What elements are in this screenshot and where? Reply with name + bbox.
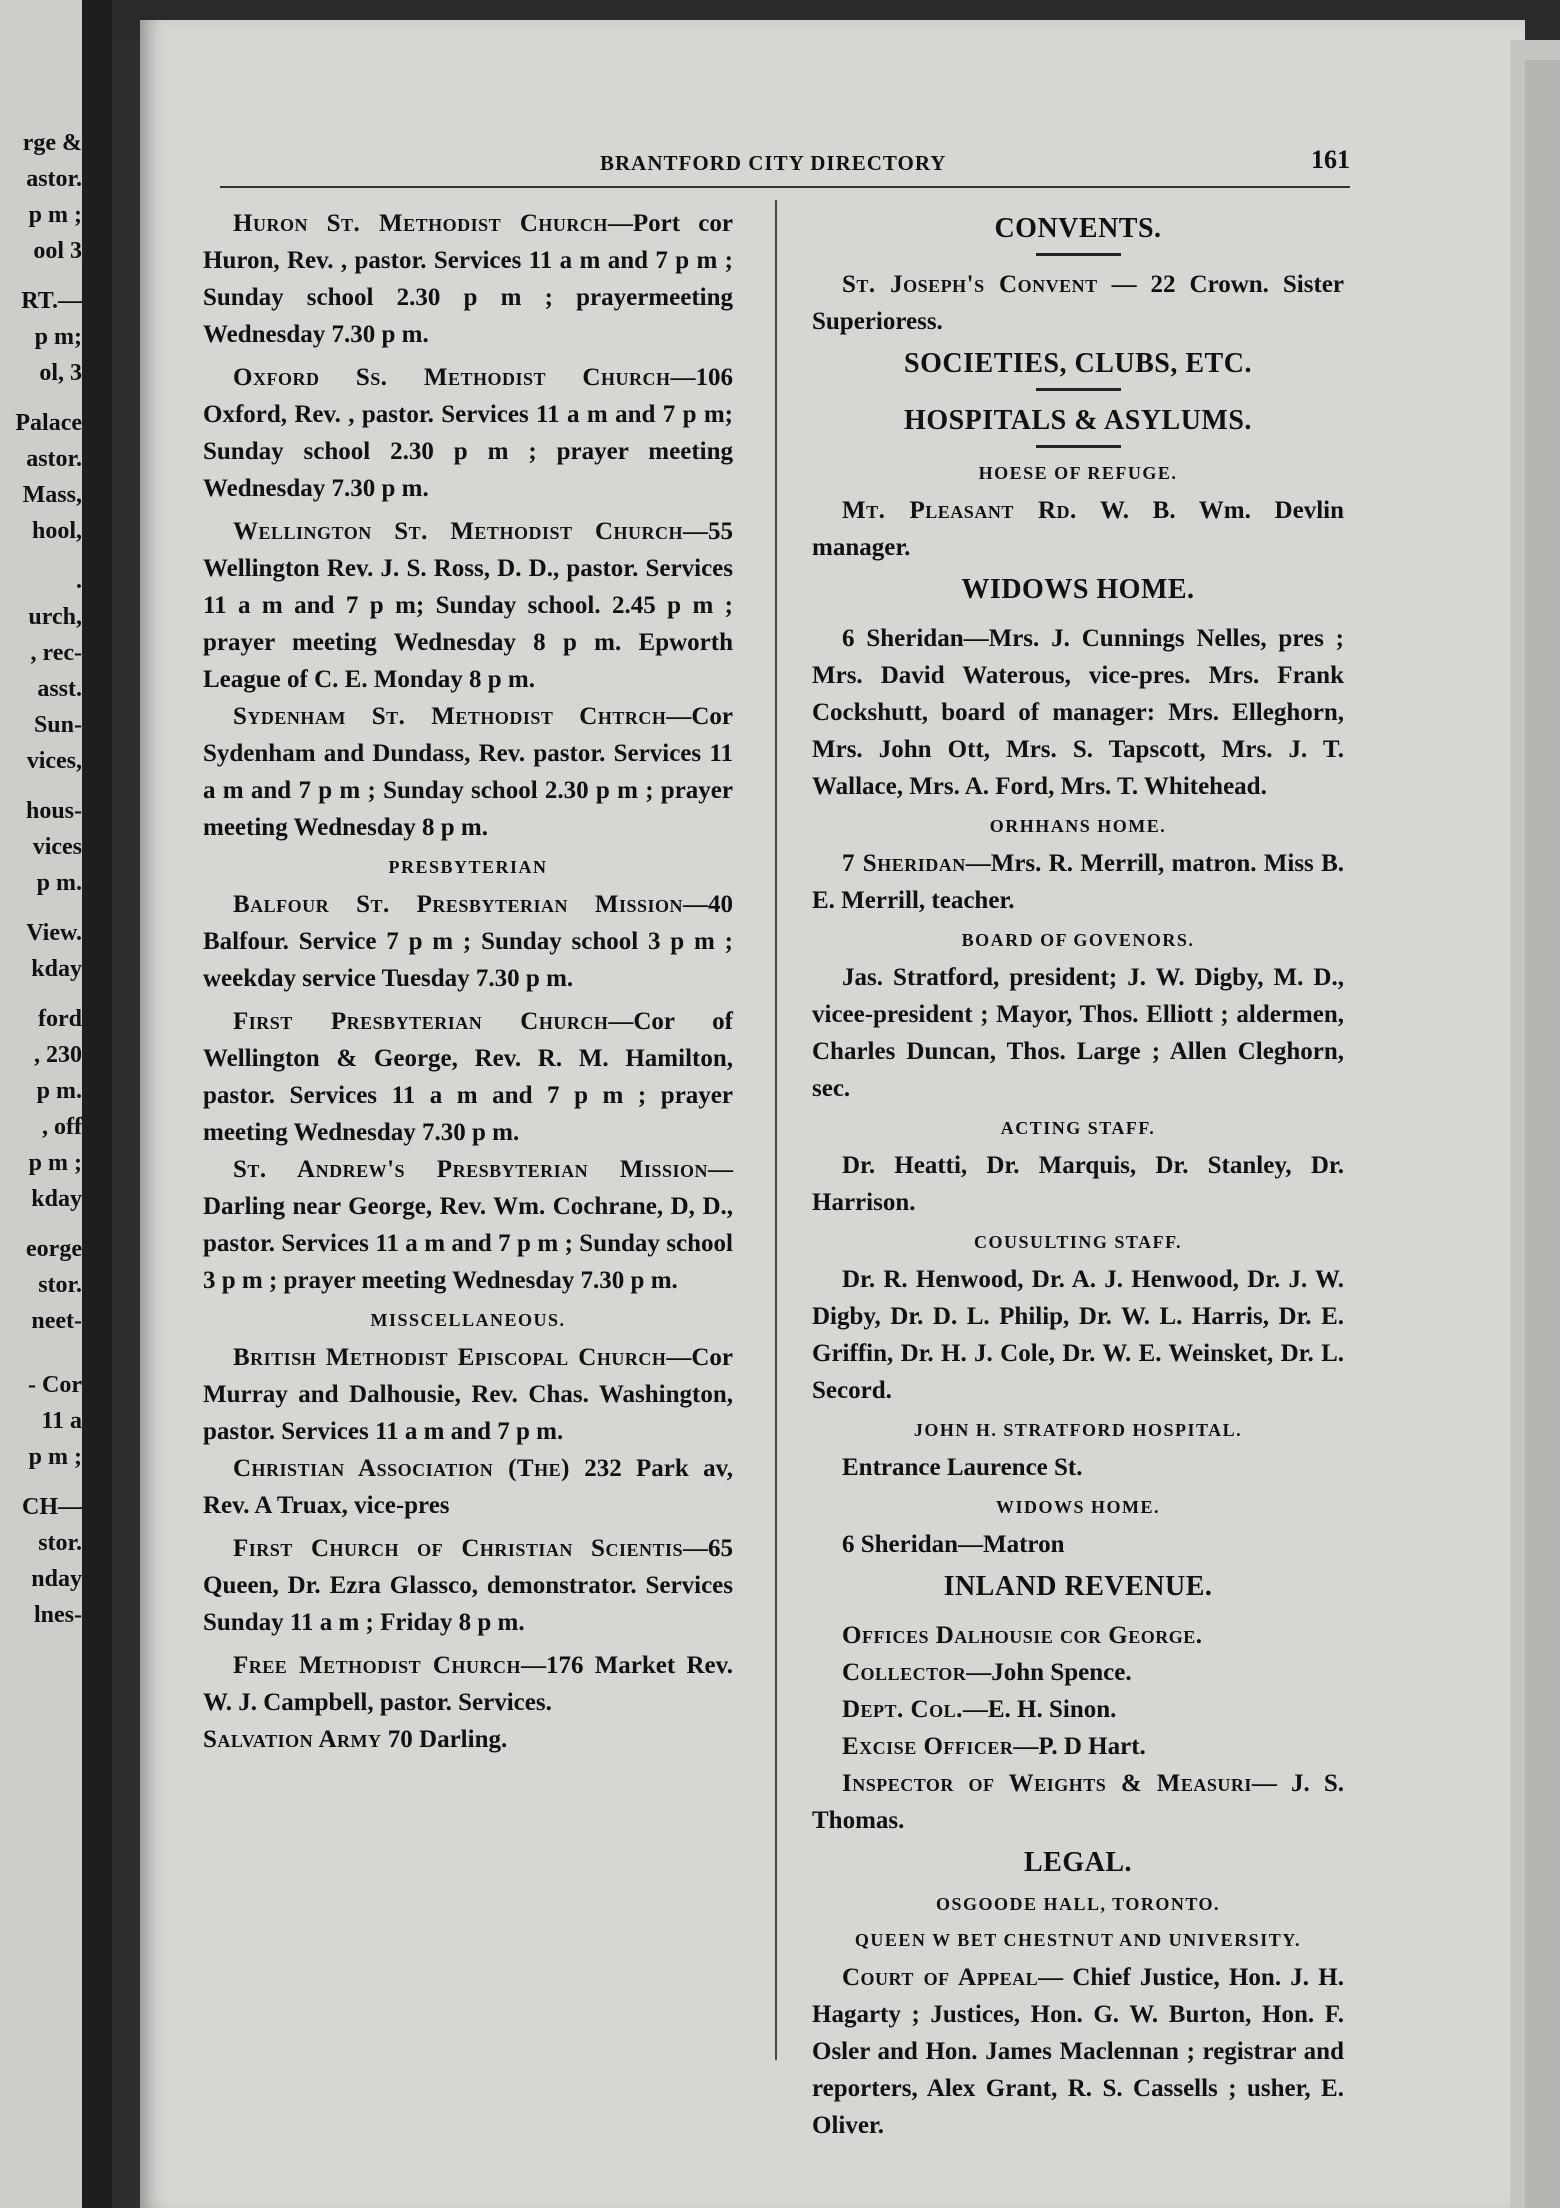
entry-name: Dept. Col. bbox=[842, 1696, 963, 1723]
entry-name: St. Andrew's Presbyterian Mission bbox=[233, 1156, 708, 1183]
church-entry bbox=[203, 1721, 733, 1758]
church-entry bbox=[203, 886, 733, 997]
facing-page-fragment: p m. bbox=[36, 1078, 82, 1104]
right-column bbox=[812, 205, 1344, 2144]
directory-entry bbox=[812, 1728, 1344, 1765]
facing-page-fragment: Sun- bbox=[33, 712, 82, 738]
entry-name: British Methodist Episcopal Church bbox=[233, 1344, 667, 1371]
entry-text: — 22 Crown. Sister Superioress. bbox=[812, 271, 1344, 335]
facing-page-fragment: eorge bbox=[26, 1236, 82, 1262]
facing-page-fragment: View. bbox=[26, 920, 82, 946]
facing-page-fragment: hool, bbox=[31, 518, 82, 544]
subheading-board-of-governors: BOARD OF GOVENORS. bbox=[961, 930, 1195, 950]
facing-page-fragment: Mass, bbox=[22, 482, 82, 508]
directory-entry bbox=[812, 1617, 1344, 1654]
directory-entry: Dr. Heatti, Dr. Marquis, Dr. Stanley, Dr. Harrison. bbox=[812, 1152, 1344, 1216]
facing-page-fragment: CH— bbox=[22, 1494, 82, 1520]
entry-name: Inspector of Weights & Measuri bbox=[842, 1770, 1252, 1797]
entry-text: —55 Wellington Rev. J. S. Ross, D. D., pastor. Services 11 a m and 7 p m; Sunday school. 2.45 p m ; prayer meeting Wednesday 8 p m. Epworth League of C. E. Monday 8 p m. bbox=[203, 518, 733, 693]
facing-page-fragment: , rec- bbox=[30, 640, 82, 666]
entry-text: —E. H. Sinon. bbox=[962, 1696, 1117, 1723]
facing-page-fragment: RT.— bbox=[21, 288, 82, 314]
section-heading-convents: CONVENTS. bbox=[994, 213, 1162, 244]
church-entry bbox=[203, 698, 733, 846]
entry-text: —Mrs. R. Merrill, matron. Miss B. E. Merrill, teacher. bbox=[812, 850, 1344, 914]
entry-name: Offices Dalhousie cor George. bbox=[842, 1622, 1203, 1649]
section-heading-legal: LEGAL. bbox=[1023, 1847, 1133, 1878]
facing-page-fragment: nday bbox=[31, 1566, 82, 1592]
section-heading-miscellaneous: MISSCELLANEOUS. bbox=[370, 1310, 566, 1330]
entry-text: —Darling near George, Rev. Wm. Cochrane, D, D., pastor. Services 11 a m and 7 p m ; Sunday school 3 p m ; prayer meeting Wednesday 7.30 p m. bbox=[203, 1156, 733, 1294]
section-heading-hospitals: HOSPITALS & ASYLUMS. bbox=[904, 405, 1252, 436]
section-heading-widows-home: WIDOWS HOME. bbox=[961, 574, 1195, 605]
entry-text: — J. S. Thomas. bbox=[812, 1770, 1344, 1834]
entry-text: 232 Park av, Rev. A Truax, vice-pres bbox=[203, 1455, 733, 1519]
entry-name: Free Methodist Church bbox=[233, 1652, 521, 1679]
directory-entry: Entrance Laurence St. bbox=[842, 1454, 1083, 1481]
subheading-osgoode-hall: OSGOODE HALL, TORONTO. bbox=[935, 1894, 1221, 1914]
facing-page-fragment: astor. bbox=[26, 166, 82, 192]
facing-page-fragment: 11 a bbox=[41, 1408, 82, 1434]
subheading-queen-w: QUEEN W BET CHESTNUT AND UNIVERSITY. bbox=[854, 1930, 1302, 1950]
facing-page-fragment: Palace bbox=[15, 410, 82, 436]
directory-entry: 6 Sheridan—Matron bbox=[842, 1531, 1065, 1558]
entry-text: —65 Queen, Dr. Ezra Glassco, demonstrator. Services Sunday 11 a m ; Friday 8 p m. bbox=[203, 1535, 733, 1636]
entry-name: Oxford Ss. Methodist Church bbox=[233, 364, 671, 391]
entry-text: —40 Balfour. Service 7 p m ; Sunday school 3 p m ; weekday service Tuesday 7.30 p m. bbox=[203, 891, 733, 992]
directory-entry bbox=[812, 266, 1344, 340]
facing-page-fragment: asst. bbox=[37, 676, 82, 702]
entry-name: 7 Sheridan bbox=[842, 850, 966, 877]
facing-page-fragment: vices bbox=[32, 834, 82, 860]
facing-page-fragment: p m; bbox=[34, 324, 82, 350]
entry-name: First Presbyterian Church bbox=[233, 1008, 609, 1035]
header-rule bbox=[220, 186, 1350, 188]
entry-name: Christian Association (The) bbox=[233, 1455, 570, 1482]
page-gutter bbox=[82, 0, 112, 2208]
directory-entry bbox=[812, 1765, 1344, 1839]
entry-name: Huron St. Methodist Church bbox=[233, 210, 608, 237]
entry-name: Excise Officer bbox=[842, 1733, 1014, 1760]
church-entry bbox=[203, 1530, 733, 1641]
entry-text: —106 Oxford, Rev. , pastor. Services 11 a m and 7 p m; Sunday school 2.30 p m ; prayer meeting Wednesday 7.30 p m. bbox=[203, 364, 733, 502]
facing-page-fragment: kday bbox=[31, 1186, 82, 1212]
section-heading-presbyterian: PRESBYTERIAN bbox=[388, 857, 548, 877]
subheading-consulting-staff: COUSULTING STAFF. bbox=[974, 1232, 1182, 1252]
directory-entry bbox=[812, 1654, 1344, 1691]
directory-entry bbox=[812, 1691, 1344, 1728]
facing-page-fragment: urch, bbox=[28, 604, 82, 630]
church-entry bbox=[203, 1647, 733, 1721]
subheading-orphans-home: ORHHANS HOME. bbox=[989, 816, 1167, 836]
church-entry bbox=[203, 1339, 733, 1450]
facing-page-fragment: p m. bbox=[36, 870, 82, 896]
church-entry bbox=[203, 513, 733, 698]
section-rule bbox=[1036, 253, 1121, 256]
entry-text: —Port cor Huron, Rev. , pastor. Services 11 a m and 7 p m ; Sunday school 2.30 p m ; prayermeeting Wednesday 7.30 p m. bbox=[203, 210, 733, 348]
column-divider bbox=[775, 200, 777, 2060]
page-number: 161 bbox=[1311, 145, 1350, 174]
running-title: BRANTFORD CITY DIRECTORY bbox=[600, 151, 947, 175]
subheading-acting-staff: ACTING STAFF. bbox=[1000, 1118, 1156, 1138]
entry-text: —176 Market Rev. W. J. Campbell, pastor. Services. bbox=[203, 1652, 733, 1716]
facing-page-fragment: stor. bbox=[38, 1272, 82, 1298]
entry-name: Balfour St. Presbyterian Mission bbox=[233, 891, 683, 918]
facing-page-fragment: ool 3 bbox=[33, 238, 82, 264]
entry-text: —P. D Hart. bbox=[1013, 1733, 1146, 1760]
directory-entry: Dr. R. Henwood, Dr. A. J. Henwood, Dr. J. W. Digby, Dr. D. L. Philip, Dr. W. L. Harris, Dr. E. Griffin, Dr. H. J. Cole, Dr. W. E. Weinsket, Dr. L. Secord. bbox=[812, 1266, 1344, 1404]
entry-name: Sydenham St. Methodist Chtrch bbox=[233, 703, 667, 730]
entry-name: Court of Appeal bbox=[842, 1964, 1039, 1991]
facing-page-fragment: p m ; bbox=[28, 1150, 82, 1176]
facing-page-fragment: ford bbox=[38, 1006, 82, 1032]
facing-page-fragment: rge & bbox=[22, 130, 82, 156]
facing-page-fragment: neet- bbox=[31, 1308, 82, 1334]
subheading-house-of-refuge: HOESE OF REFUGE. bbox=[978, 463, 1178, 483]
entry-name: Collector bbox=[842, 1659, 967, 1686]
section-rule bbox=[1036, 445, 1121, 448]
facing-page-fragment: p m ; bbox=[28, 1444, 82, 1470]
entry-name: First Church of Christian Scientis bbox=[233, 1535, 683, 1562]
left-column bbox=[203, 205, 733, 1758]
entry-name: St. Joseph's Convent bbox=[842, 271, 1098, 298]
entry-name: Mt. Pleasant Rd. bbox=[842, 497, 1077, 524]
facing-page-fragment: p m ; bbox=[28, 202, 82, 228]
church-entry bbox=[203, 359, 733, 507]
subheading-stratford-hospital: JOHN H. STRATFORD HOSPITAL. bbox=[913, 1420, 1243, 1440]
facing-page-fragment: . bbox=[76, 568, 82, 594]
entry-text: —Cor Murray and Dalhousie, Rev. Chas. Washington, pastor. Services 11 a m and 7 p m. bbox=[203, 1344, 733, 1445]
church-entry bbox=[203, 1003, 733, 1151]
entry-text: W. B. Wm. Devlin manager. bbox=[812, 497, 1345, 561]
page-stack-edge-inner bbox=[1525, 60, 1560, 2208]
church-entry bbox=[203, 1450, 733, 1524]
facing-page-fragment: - Cor bbox=[28, 1372, 82, 1398]
facing-page-fragment: , off bbox=[42, 1114, 82, 1140]
entry-name: Salvation Army bbox=[203, 1726, 382, 1753]
directory-entry: 6 Sheridan—Mrs. J. Cunnings Nelles, pres ; Mrs. David Waterous, vice-pres. Mrs. Frank Cockshutt, board of manager: Mrs. Elleghorn, Mrs. John Ott, Mrs. S. Tapscott, Mrs. J. T. Wallace, Mrs. A. Ford, Mrs. T. Whitehead. bbox=[812, 625, 1344, 800]
subheading-widows-home: WIDOWS HOME. bbox=[995, 1497, 1160, 1517]
facing-page-fragment: stor. bbox=[38, 1530, 82, 1556]
facing-page-fragment: , 230 bbox=[34, 1042, 82, 1068]
facing-page-fragment: vices, bbox=[26, 748, 82, 774]
entry-text: 70 Darling. bbox=[381, 1726, 508, 1753]
church-entry bbox=[203, 205, 733, 353]
directory-entry bbox=[812, 1959, 1344, 2144]
facing-page-fragment: hous- bbox=[25, 798, 82, 824]
entry-text: —Cor Sydenham and Dundass, Rev. pastor. Services 11 a m and 7 p m ; Sunday school 2.30 p m ; prayer meeting Wednesday 8 p m. bbox=[203, 703, 733, 841]
section-rule bbox=[1036, 388, 1121, 391]
facing-page-edge bbox=[0, 0, 112, 2208]
directory-entry: Jas. Stratford, president; J. W. Digby, M. D., vicee-president ; Mayor, Thos. Elliott ; aldermen, Charles Duncan, Thos. Large ; Allen Cleghorn, sec. bbox=[812, 964, 1344, 1102]
facing-page-fragment: ol, 3 bbox=[39, 360, 82, 386]
page-header bbox=[220, 145, 1350, 185]
facing-page-fragment: lnes- bbox=[34, 1602, 82, 1628]
section-heading-inland-revenue: INLAND REVENUE. bbox=[943, 1571, 1213, 1602]
facing-page-fragment: kday bbox=[31, 956, 82, 982]
entry-text: —John Spence. bbox=[966, 1659, 1132, 1686]
entry-text: —Cor of Wellington & George, Rev. R. M. Hamilton, pastor. Services 11 a m and 7 p m ; prayer meeting Wednesday 7.30 p m. bbox=[203, 1008, 733, 1146]
directory-entry bbox=[812, 492, 1344, 566]
facing-page-fragment: astor. bbox=[26, 446, 82, 472]
entry-name: Wellington St. Methodist Church bbox=[233, 518, 683, 545]
church-entry bbox=[203, 1151, 733, 1299]
directory-entry bbox=[812, 845, 1344, 919]
section-heading-societies: SOCIETIES, CLUBS, ETC. bbox=[904, 348, 1252, 379]
entry-text: — Chief Justice, Hon. J. H. Hagarty ; Justices, Hon. G. W. Burton, Hon. F. Osler and Hon. James Maclennan ; registrar and reporters, Alex Grant, R. S. Cassells ; usher, E. Oliver. bbox=[812, 1964, 1344, 2139]
